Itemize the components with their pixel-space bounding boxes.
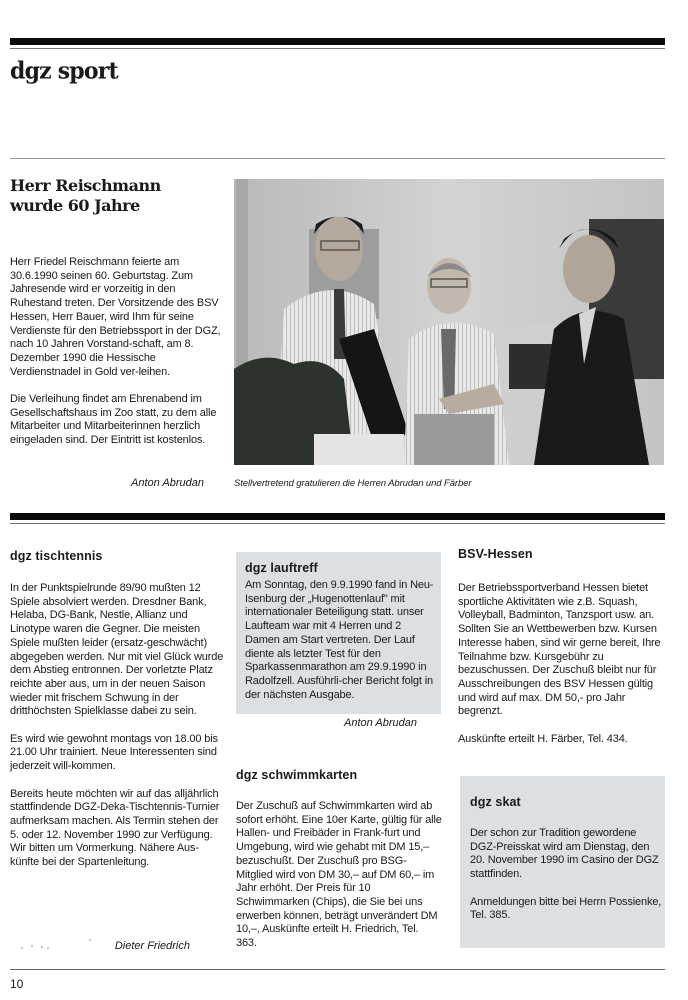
photo-middle-man-trousers	[414, 414, 494, 465]
skat-title: dgz skat	[470, 795, 521, 809]
footer-rule	[10, 969, 665, 970]
photo-table	[314, 434, 404, 465]
photo-illustration	[234, 179, 664, 465]
tischtennis-paragraph: Bereits heute möchten wir auf das alljährlich stattfindende DGZ-Deka-Tischtennis-Turnier aufmerksam machen. Als Termin stehen der 5. oder 12. November 1990 zur Verfügung. Wir bitten um Vormerkung. Nähere Aus-künfte bei der Spartenleitung.	[10, 787, 220, 869]
lauftreff-paragraph: Am Sonntag, den 9.9.1990 fand in Neu-Isenburg der „Hugenottenlauf" mit internationaler Beteiligung statt. unser Laufteam war mit 4 Herren und 2 Damen am Start vertreten. Der Lauf diente als letzter Test für den Sparkassenmarathon am 29.9.1990 in Radolfzell. Ausführli-cher Bericht folgt in der nächsten Ausgabe.	[245, 579, 434, 701]
page-number: 10	[10, 977, 24, 991]
schwimmkarten-paragraph: Der Zuschuß auf Schwimmkarten wird ab sofort erhöht. Eine 10er Karte, gültig für alle Hallen- und Freibäder in Frank-furt und Umgebung, wird wie gehabt mit DM 15,– bezuschußt. Der Zuschuß pro BSG-Mitglied wird von DM 30,– auf DM 60,– im Jahr erhöht. Der Preis für 10 Schwimmarken (Chips), die Sie bei uns erwerben können, beträgt unverändert DM 10,–, Auskünfte erteilt H. Friedrich, Tel. 363.	[236, 800, 442, 950]
tischtennis-paragraph: Es wird wie gewohnt montags von 18.00 bis 21.00 Uhr trainiert. Neue Interessenten sind jederzeit will-kommen.	[10, 732, 218, 773]
feature-headline	[10, 176, 161, 216]
mid-rule-thin	[10, 523, 665, 524]
lauftreff-author: Anton Abrudan	[344, 717, 417, 729]
feature-paragraph: Die Verleihung findet am Ehrenabend im Gesellschaftshaus im Zoo statt, zu dem alle Mitarbeiter und Mitarbeiterinnen herzlich eingeladen sind. Der Eintritt ist kostenlos.	[10, 393, 217, 447]
schwimmkarten-title: dgz schwimmkarten	[236, 768, 358, 782]
bsv-hessen-paragraph: Der Betriebssportverband Hessen bietet sportliche Aktivitäten wie z.B. Squash, Volleyball, Badminton, Tanzsport usw. an. Sollten Sie an Wettbewerben bzw. Kursen Interesse haben, sind wir gerne bereit, Ihre Teilnahme bzw. Kursgebühr zu bezuschussen. Der Zuschuß bleibt nur für Ausschreibungen des BSV Hessen gültig und wird auf max. DM 50,- pro Jahr begrenzt.	[458, 582, 661, 718]
tischtennis-paragraph: In der Punktspielrunde 89/90 mußten 12 Spiele absolviert werden. Dresdner Bank, Helaba, DG-Bank, Nestle, Allianz und Linotype waren die Gegner. Die meisten Spiele mußten leider (ersatz-geschwächt) abgegeben werden. Nur mit viel Glück wurde dem Abstieg entronnen. Der vorletzte Platz reichte aber aus, um in der neuen Saison wieder mit frischem Schwung in der dritthöchsten Spielklasse dabei zu sein.	[10, 582, 224, 718]
mid-rule-thick	[10, 513, 665, 520]
bsv-hessen-title: BSV-Hessen	[458, 547, 533, 561]
skat-paragraph: Anmeldungen bitte bei Herrn Possienke, Tel. 385.	[470, 895, 662, 922]
tischtennis-title: dgz tischtennis	[10, 549, 103, 563]
feature-author: Anton Abrudan	[131, 477, 204, 489]
lauftreff-body	[245, 579, 437, 702]
feature-headline-line2: wurde 60 Jahre	[10, 196, 140, 215]
skat-body	[470, 827, 662, 923]
tischtennis-author: Dieter Friedrich	[114, 940, 190, 952]
feature-photo	[234, 179, 664, 465]
bsv-hessen-paragraph: Auskünfte erteilt H. Färber, Tel. 434.	[458, 732, 628, 745]
section-title: dgz sport	[10, 56, 118, 86]
photo-left-man-face	[315, 217, 363, 281]
photo-caption: Stellvertretend gratulieren die Herren Abrudan und Färber	[234, 478, 472, 489]
schwimmkarten-body	[236, 800, 442, 951]
header-rule-thick	[10, 38, 665, 45]
lauftreff-title: dgz lauftreff	[245, 561, 318, 575]
lauftreff-box	[236, 552, 441, 729]
feature-body	[10, 256, 224, 448]
skat-box	[460, 776, 665, 948]
photo-right-man-face	[563, 235, 615, 303]
header-bottom-rule	[10, 158, 665, 159]
bsv-hessen-body	[458, 582, 670, 746]
skat-paragraph: Der schon zur Tradition gewordene DGZ-Preisskat wird am Dienstag, den 20. November 1990 im Casino der DGZ stattfinden.	[470, 827, 659, 881]
header-rule-thin	[10, 48, 665, 49]
feature-headline-line1: Herr Reischmann	[10, 176, 161, 195]
tischtennis-body	[10, 582, 224, 870]
feature-paragraph: Herr Friedel Reischmann feierte am 30.6.1990 seinen 60. Geburtstag. Zum Jahresende wird er vorzeitig in den Ruhestand treten. Der Vorsitzende des BSV Hessen, Herr Bauer, wird Ihm für seine Verdienste für den Betriebssport in der DGZ, nach 10 Jahren Vorstand-schaft, am 8. Dezember 1990 die Hessische Verdienstnadel in Gold ver-leihen.	[10, 256, 221, 378]
